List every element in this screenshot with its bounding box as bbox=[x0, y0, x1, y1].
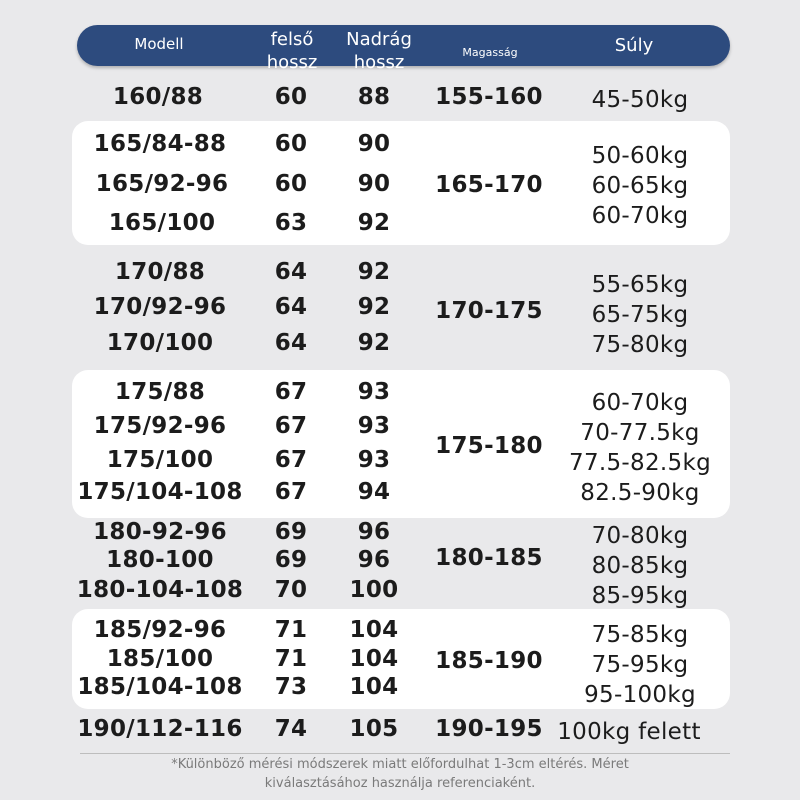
model-cell: 170/100 bbox=[106, 330, 214, 356]
footer-divider bbox=[80, 753, 730, 754]
top-length-cell: 67 bbox=[274, 379, 308, 405]
pants-length-cell: 92 bbox=[357, 259, 391, 285]
weight-cell: 60-65kg bbox=[591, 173, 689, 199]
footer-note-line-1: *Különböző mérési módszerek miatt előfordulhat 1-3cm eltérés. Méret bbox=[171, 757, 629, 772]
weight-cell: 82.5-90kg bbox=[580, 480, 700, 506]
top-length-cell: 60 bbox=[274, 131, 308, 157]
pants-length-cell: 92 bbox=[357, 210, 391, 236]
top-length-cell: 67 bbox=[274, 479, 308, 505]
weight-cell: 95-100kg bbox=[584, 682, 696, 708]
model-cell: 165/92-96 bbox=[95, 171, 229, 197]
height-cell: 180-185 bbox=[435, 545, 543, 571]
weight-cell: 50-60kg bbox=[591, 143, 689, 169]
height-cell: 185-190 bbox=[435, 648, 543, 674]
model-cell: 185/104-108 bbox=[77, 674, 243, 700]
model-cell: 180-104-108 bbox=[76, 577, 244, 603]
pants-length-cell: 92 bbox=[357, 330, 391, 356]
pants-length-cell: 88 bbox=[357, 84, 391, 110]
header-model: Modell bbox=[134, 35, 184, 53]
pants-length-cell: 90 bbox=[357, 171, 391, 197]
header-pants-length: Nadrág hossz bbox=[346, 29, 412, 73]
model-cell: 165/84-88 bbox=[93, 131, 227, 157]
weight-cell: 55-65kg bbox=[591, 272, 689, 298]
model-cell: 170/92-96 bbox=[93, 294, 227, 320]
weight-cell: 75-95kg bbox=[591, 652, 689, 678]
pants-length-cell: 94 bbox=[357, 479, 391, 505]
height-cell: 190-195 bbox=[435, 716, 543, 742]
weight-cell: 70-77.5kg bbox=[580, 420, 700, 446]
top-length-cell: 69 bbox=[274, 547, 308, 573]
header-weight: Súly bbox=[614, 35, 654, 56]
top-length-cell: 73 bbox=[274, 674, 308, 700]
top-length-cell: 64 bbox=[274, 330, 308, 356]
weight-cell: 75-80kg bbox=[591, 332, 689, 358]
pants-length-cell: 96 bbox=[357, 547, 391, 573]
model-cell: 165/100 bbox=[108, 210, 216, 236]
top-length-cell: 67 bbox=[274, 447, 308, 473]
model-cell: 185/100 bbox=[106, 646, 214, 672]
model-cell: 175/88 bbox=[114, 379, 206, 405]
top-length-cell: 60 bbox=[274, 171, 308, 197]
pants-length-cell: 92 bbox=[357, 294, 391, 320]
weight-cell: 85-95kg bbox=[591, 583, 689, 609]
weight-cell: 70-80kg bbox=[591, 523, 689, 549]
footer-note-line-2: kiválasztásához használja referenciaként. bbox=[264, 776, 536, 791]
pants-length-cell: 104 bbox=[349, 646, 399, 672]
top-length-cell: 60 bbox=[274, 84, 308, 110]
top-length-cell: 64 bbox=[274, 294, 308, 320]
model-cell: 185/92-96 bbox=[93, 617, 227, 643]
weight-cell: 77.5-82.5kg bbox=[569, 450, 711, 476]
weight-cell: 65-75kg bbox=[591, 302, 689, 328]
model-cell: 180-100 bbox=[106, 547, 214, 573]
top-length-cell: 71 bbox=[274, 617, 308, 643]
pants-length-cell: 90 bbox=[357, 131, 391, 157]
model-cell: 175/104-108 bbox=[77, 479, 243, 505]
pants-length-cell: 105 bbox=[349, 716, 399, 742]
top-length-cell: 74 bbox=[274, 716, 308, 742]
top-length-cell: 64 bbox=[274, 259, 308, 285]
model-cell: 180-92-96 bbox=[93, 519, 227, 545]
model-cell: 160/88 bbox=[112, 84, 204, 110]
weight-cell: 60-70kg bbox=[591, 390, 689, 416]
weight-cell: 45-50kg bbox=[591, 87, 689, 113]
top-length-cell: 67 bbox=[274, 413, 308, 439]
top-length-cell: 69 bbox=[274, 519, 308, 545]
header-top-length: felső hossz bbox=[266, 29, 318, 73]
pants-length-cell: 93 bbox=[357, 413, 391, 439]
pants-length-cell: 104 bbox=[349, 617, 399, 643]
model-cell: 170/88 bbox=[114, 259, 206, 285]
height-cell: 165-170 bbox=[435, 172, 543, 198]
model-cell: 190/112-116 bbox=[77, 716, 243, 742]
pants-length-cell: 93 bbox=[357, 379, 391, 405]
table-header bbox=[77, 25, 730, 73]
weight-cell: 100kg felett bbox=[557, 719, 701, 745]
weight-cell: 80-85kg bbox=[591, 553, 689, 579]
model-cell: 175/92-96 bbox=[93, 413, 227, 439]
top-length-cell: 70 bbox=[274, 577, 308, 603]
height-cell: 175-180 bbox=[435, 433, 543, 459]
pants-length-cell: 96 bbox=[357, 519, 391, 545]
top-length-cell: 71 bbox=[274, 646, 308, 672]
weight-cell: 60-70kg bbox=[591, 203, 689, 229]
header-height: Magasság bbox=[462, 46, 518, 59]
model-cell: 175/100 bbox=[106, 447, 214, 473]
height-cell: 155-160 bbox=[435, 84, 543, 110]
height-cell: 170-175 bbox=[435, 298, 543, 324]
weight-cell: 75-85kg bbox=[591, 622, 689, 648]
top-length-cell: 63 bbox=[274, 210, 308, 236]
pants-length-cell: 104 bbox=[349, 674, 399, 700]
pants-length-cell: 93 bbox=[357, 447, 391, 473]
pants-length-cell: 100 bbox=[349, 577, 399, 603]
